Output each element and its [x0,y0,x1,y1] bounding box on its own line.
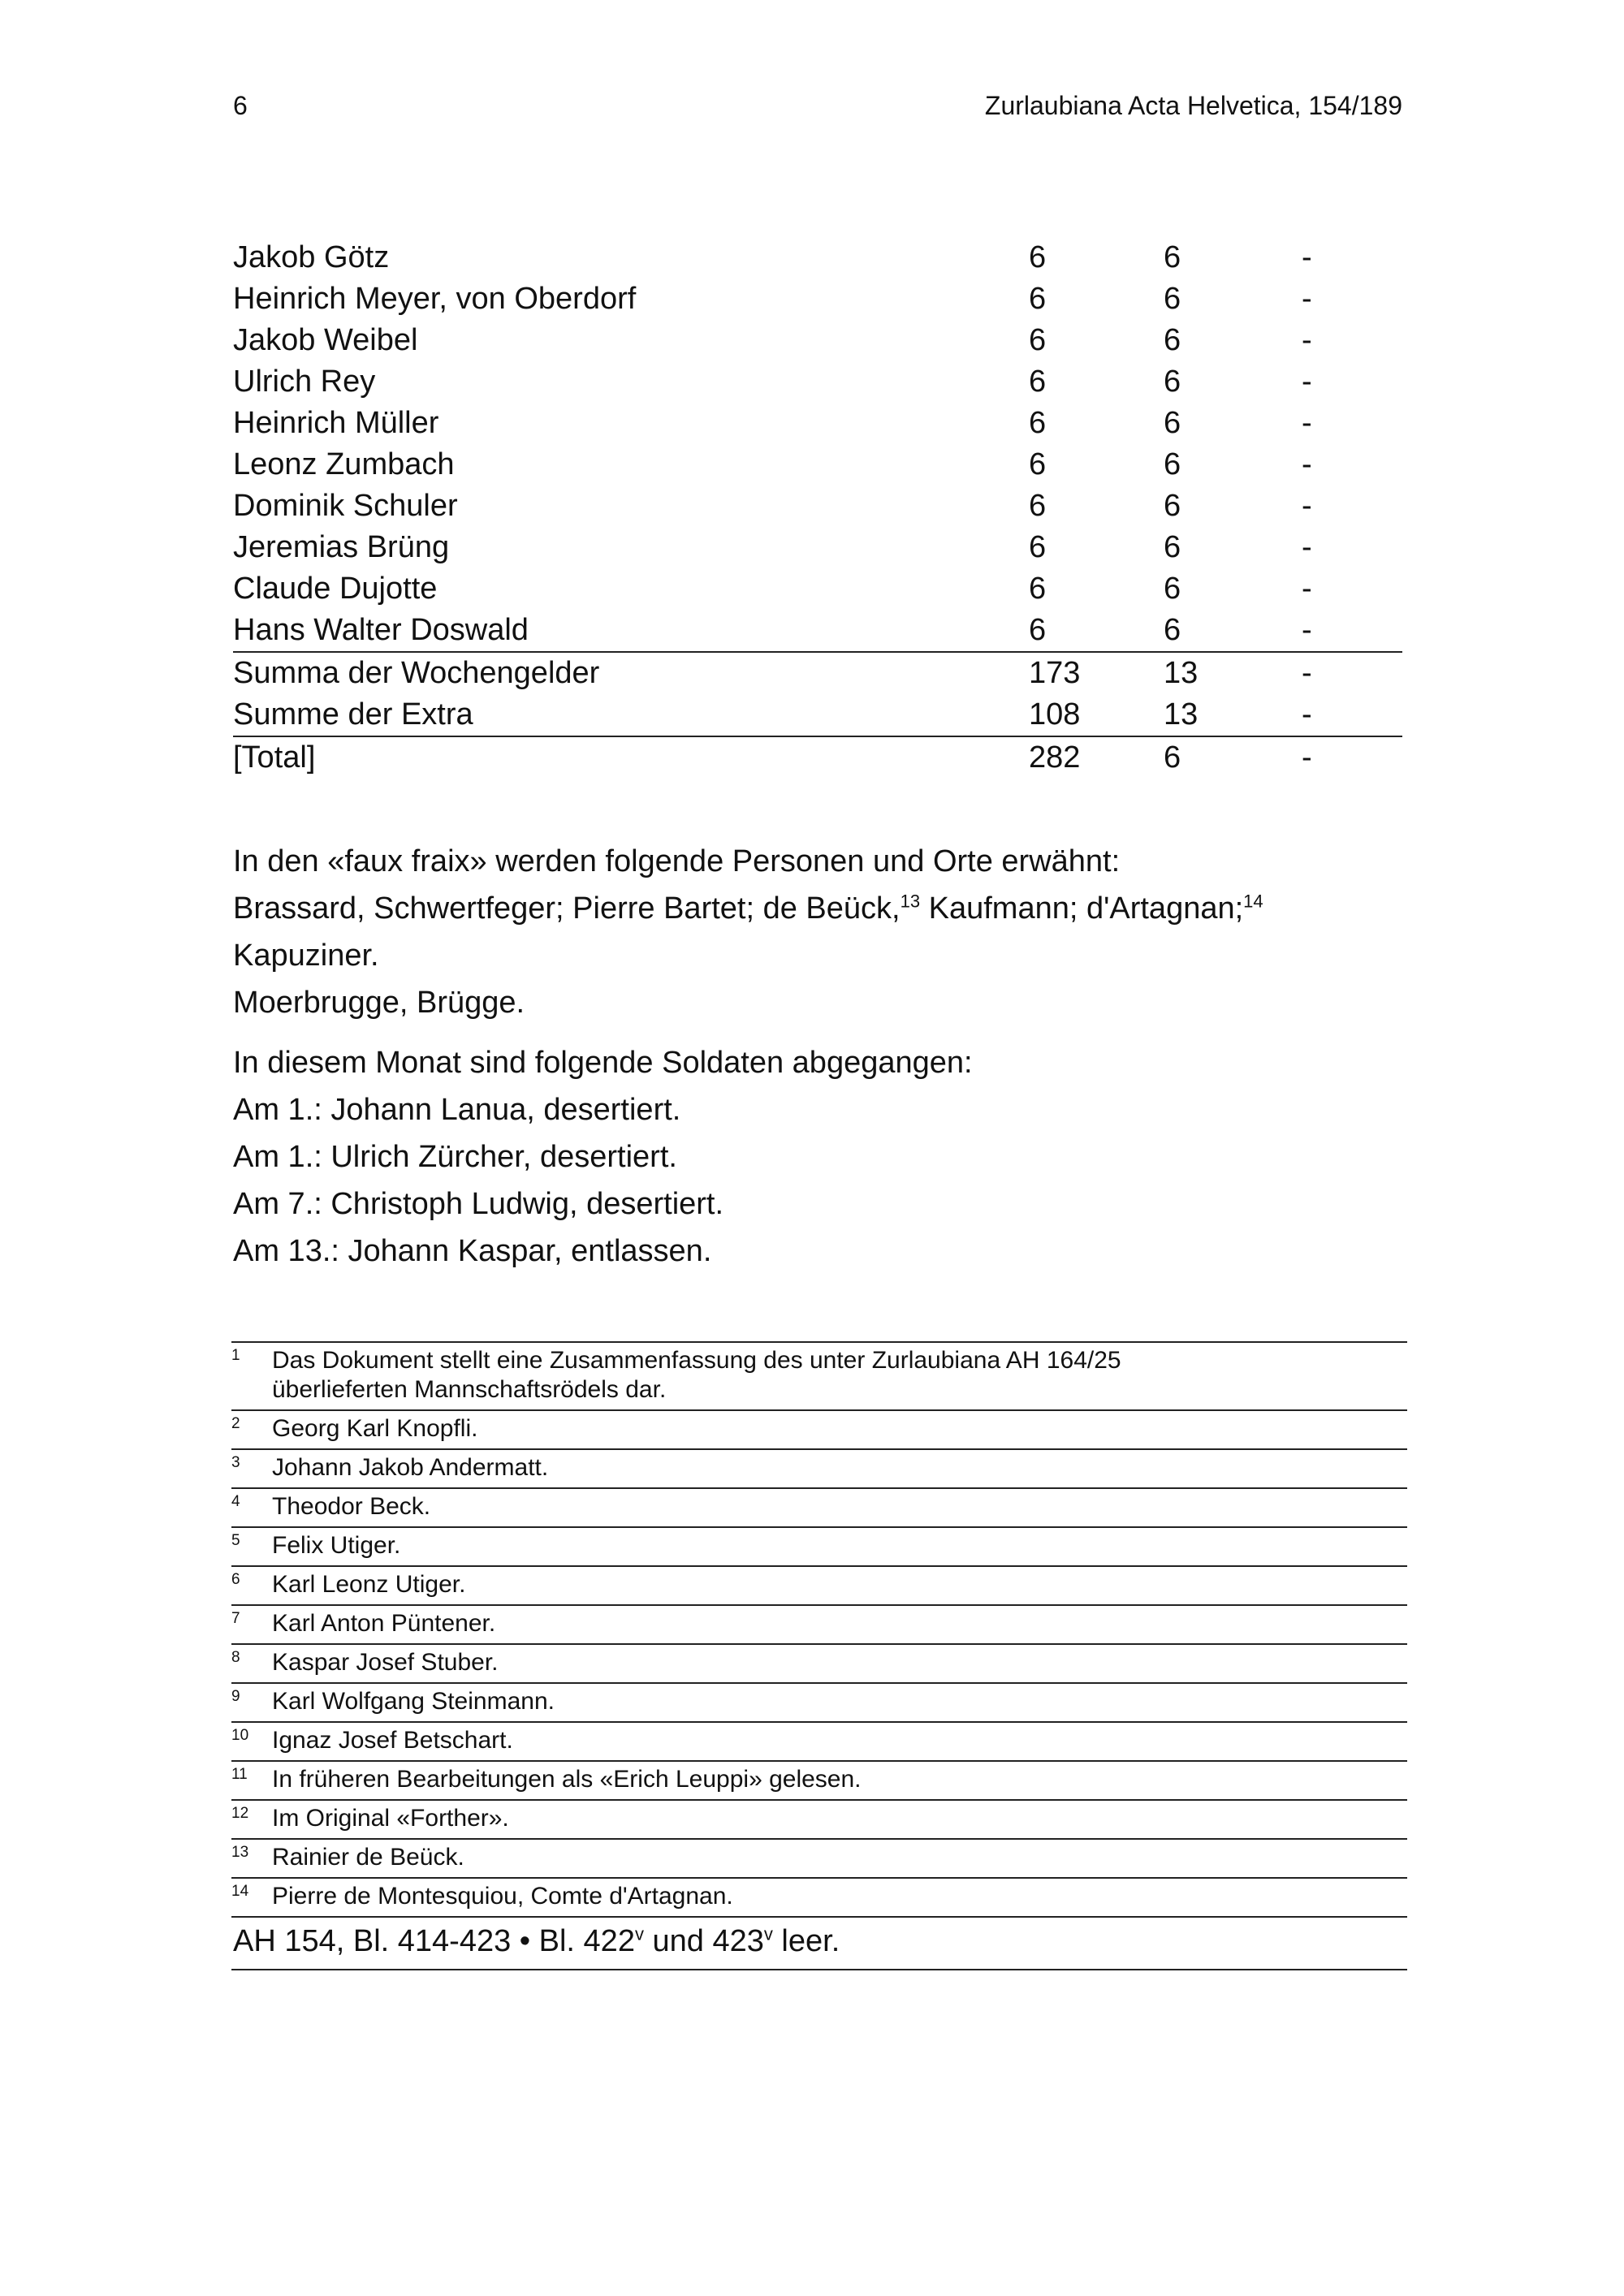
person-name: [Total] [233,740,316,775]
table-row [233,527,1402,568]
footnote-number: 9 [231,1688,240,1705]
amount-2: 6 [1164,365,1181,399]
amount-2: 6 [1164,740,1181,775]
footnote-text-block [272,1882,1407,1911]
footnote-ref-14[interactable]: 14 [1243,891,1263,912]
footnote-text-block [272,1765,1407,1794]
amount-1: 6 [1029,447,1047,481]
departure-item: Am 13.: Johann Kaspar, entlassen. [233,1234,712,1268]
footnote-text-block [272,1570,1407,1599]
footnote-text-block [272,1346,1407,1405]
footnote-text: Das Dokument stellt eine Zusammenfassung des unter Zurlaubiana AH 164/25 [272,1347,1121,1374]
source-part: AH 154, Bl. 414-423 • Bl. 422 [233,1924,635,1958]
source-part: leer. [772,1924,840,1958]
footnote-number: 5 [231,1532,240,1549]
footnote-text-block [272,1453,1407,1482]
footnote [231,1799,1407,1838]
source-part: und 423 [643,1924,764,1958]
footnote-number: 12 [231,1805,249,1822]
source-reference [231,1916,1407,1970]
table-row [233,568,1402,610]
amount-1: 6 [1029,489,1047,523]
footnote-number: 8 [231,1649,240,1666]
amount-2: 6 [1164,489,1181,523]
footnote [231,1526,1407,1565]
person-name: Jakob Götz [233,240,390,274]
amount-3: - [1302,489,1312,523]
amount-1: 6 [1029,530,1047,564]
person-name: Ulrich Rey [233,365,376,399]
footnote-number: 3 [231,1454,240,1471]
amount-1: 6 [1029,406,1047,440]
footnote-text-block [272,1492,1407,1521]
departures-intro: In diesem Monat sind folgende Soldaten abgegangen: [233,1046,973,1080]
amount-2: 6 [1164,282,1181,316]
amount-1: 6 [1029,572,1047,606]
footnote [231,1838,1407,1877]
person-name: Leonz Zumbach [233,447,455,481]
footnote-number: 4 [231,1493,240,1510]
departure-item: Am 7.: Christoph Ludwig, desertiert. [233,1187,724,1221]
footnote-text-block [272,1726,1407,1755]
departures-section [233,1039,1410,1275]
footnote-number: 7 [231,1610,240,1627]
departure-item: Am 1.: Johann Lanua, desertiert. [233,1093,681,1127]
footnote-text: Theodor Beck. [272,1493,431,1520]
amount-2: 6 [1164,610,1302,652]
table-row [233,237,1402,278]
footnote-text: Rainier de Beück. [272,1844,464,1871]
footnote-number: 14 [231,1883,249,1900]
person-name: Hans Walter Doswald [233,610,1029,652]
footnote-number: 2 [231,1415,240,1432]
footnote-text: Kaspar Josef Stuber. [272,1649,499,1676]
footnote [231,1682,1407,1721]
footnote [231,1721,1407,1760]
amount-2: 6 [1164,530,1181,564]
footnote-text-block [272,1648,1407,1677]
footnote-text: Karl Anton Püntener. [272,1610,496,1637]
person-name: Claude Dujotte [233,572,438,606]
footnote-ref-13[interactable]: 13 [900,891,921,912]
table-row [233,652,1402,694]
footnote [231,1877,1407,1916]
running-title: Zurlaubiana Acta Helvetica, 154/189 [984,91,1402,120]
amount-1: 6 [1029,282,1047,316]
table-row [233,403,1402,444]
table-row [233,736,1402,779]
footnote-text: Karl Wolfgang Steinmann. [272,1688,555,1715]
amount-1: 6 [1029,240,1047,274]
names-part-2: Kaufmann; d'Artagnan; [928,891,1244,926]
footnote-text-block [272,1414,1407,1444]
amount-3: - [1302,572,1312,606]
amount-3: - [1302,610,1402,652]
footnote [231,1341,1407,1409]
footnote-text: Karl Leonz Utiger. [272,1571,466,1598]
amount-3: - [1302,365,1312,399]
amount-1: 173 [1029,656,1081,690]
person-name: Jakob Weibel [233,323,418,357]
footnote-number: 10 [231,1727,249,1744]
table-row [233,694,1402,736]
amount-3: - [1302,530,1312,564]
table-row [233,444,1402,486]
amount-3: - [1302,282,1312,316]
amount-1: 6 [1029,365,1047,399]
footnote-text: überlieferten Mannschaftsrödels dar. [272,1376,667,1403]
verso-mark: v [763,1923,773,1944]
faux-fraix-line2: Kapuziner. [233,939,379,973]
amount-2: 6 [1164,447,1181,481]
footnote-text-block [272,1804,1407,1833]
footnote [231,1565,1407,1604]
table-row [233,361,1402,403]
amount-2: 6 [1164,572,1181,606]
footnote [231,1643,1407,1682]
footnote-number: 13 [231,1844,249,1861]
amount-3: - [1302,323,1312,357]
person-name: Heinrich Müller [233,406,439,440]
departure-item: Am 1.: Ulrich Zürcher, desertiert. [233,1140,677,1174]
footnote-number: 11 [231,1766,248,1783]
footnote-number: 1 [231,1347,240,1364]
person-name: Dominik Schuler [233,489,458,523]
payment-table [233,237,1402,779]
amount-2: 6 [1164,406,1181,440]
person-name: Jeremias Brüng [233,530,450,564]
faux-fraix-intro: In den «faux fraix» werden folgende Personen und Orte erwähnt: [233,844,1121,878]
faux-fraix-places: Moerbrugge, Brügge. [233,986,525,1020]
footnote-text: Ignaz Josef Betschart. [272,1727,513,1754]
amount-2: 6 [1164,240,1181,274]
page-number: 6 [233,91,248,120]
amount-3: - [1302,656,1312,690]
table-row [233,320,1402,361]
footnote-text-block [272,1609,1407,1638]
footnote [231,1604,1407,1643]
footnote-text-block [272,1687,1407,1716]
person-name: Summa der Wochengelder [233,656,600,690]
footnote-text: Felix Utiger. [272,1532,401,1559]
amount-1: 282 [1029,740,1081,775]
faux-fraix-section [233,838,1410,1026]
names-part-1: Brassard, Schwertfeger; Pierre Bartet; de Beück, [233,891,901,926]
amount-3: - [1302,240,1312,274]
amount-3: - [1302,740,1312,775]
amount-1: 6 [1029,323,1047,357]
amount-2: 13 [1164,694,1302,736]
footnotes [231,1341,1407,1970]
person-name: Summe der Extra [233,694,1029,736]
amount-2: 13 [1164,656,1199,690]
footnote-text: Georg Karl Knopfli. [272,1415,478,1442]
table-row [233,278,1402,320]
footnote [231,1448,1407,1487]
amount-1: 108 [1029,694,1164,736]
table-row [233,486,1402,527]
amount-3: - [1302,406,1312,440]
person-name: Heinrich Meyer, von Oberdorf [233,282,637,316]
amount-1: 6 [1029,610,1164,652]
footnote [231,1409,1407,1448]
footnote-text: Im Original «Forther». [272,1805,509,1832]
amount-3: - [1302,694,1402,736]
footnote-number: 6 [231,1571,240,1588]
footnote [231,1487,1407,1526]
footnote-text: Johann Jakob Andermatt. [272,1454,549,1481]
amount-2: 6 [1164,323,1181,357]
footnote-text: In früheren Bearbeitungen als «Erich Leuppi» gelesen. [272,1766,862,1793]
table-row [233,610,1402,652]
footnote-text: Pierre de Montesquiou, Comte d'Artagnan. [272,1883,733,1910]
faux-fraix-names [233,885,1410,932]
amount-3: - [1302,447,1312,481]
footnote-text-block [272,1843,1407,1872]
verso-mark: v [634,1923,644,1944]
footnote-text-block [272,1531,1407,1560]
footnote [231,1760,1407,1799]
